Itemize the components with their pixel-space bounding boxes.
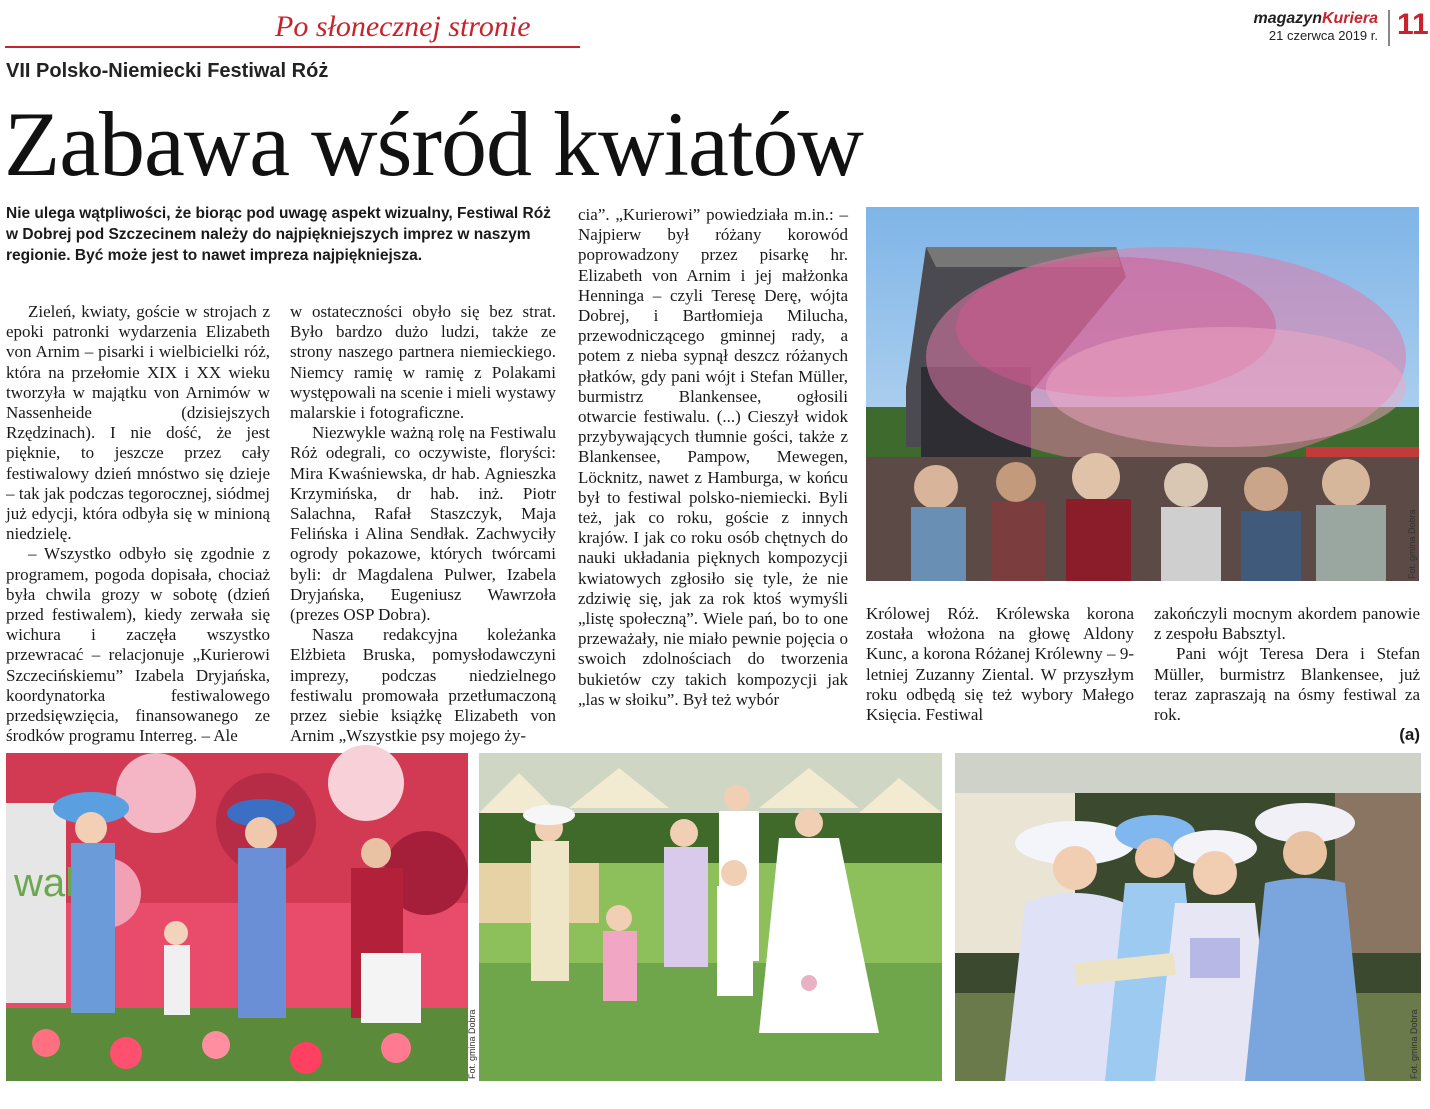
paragraph: – Wszystko odbyło się zgodnie z programem, pogoda dopisała, chociaż była chwila grozy w sobotę (dzień przed festiwalem), kiedy zerwała się wichura i zaczęła wszystko przewracać – relacjonuje „Kurierowi Szczecińskiemu” Izabela Dryjańska, koordynatorka festiwalowego przedsięwzięcia, finansowanego ze środków programu Interreg. – Ale	[6, 544, 270, 746]
text-column-3	[578, 205, 848, 710]
header-rule	[5, 46, 580, 48]
article-headline: Zabawa wśród kwiatów	[4, 93, 863, 195]
article-lead: Nie ulega wątpliwości, że biorąc pod uwagę aspekt wizualny, Festiwal Róż w Dobrej pod Szczecinem należy do najpiękniejszych imprez w naszym regionie. Być może jest to nawet impreza najpiękniejsza.	[6, 205, 551, 264]
signature: (a)	[1399, 725, 1420, 745]
paragraph: Niezwykle ważną rolę na Festiwalu Róż odegrali, co oczywiste, floryści: Mira Kwaśniewska, dr hab. Agnieszka Krzymińska, dr hab. inż. Piotr Salachna, Rafał Staszczyk, Maja Felińska i Alina Sendłak. Zachwyciły ogrody pokazowe, których twórcami byli: dr Magdalena Pulwer, Izabela Dryjańska, Eugeniusz Wawrzoła (prezes OSP Dobra).	[290, 423, 556, 625]
paragraph: Pani wójt Teresa Dera i Stefan Müller, burmistrz Blankensee, już teraz zapraszają na ósmy festiwal za rok.	[1154, 644, 1420, 725]
photo-credit: Fot. gmina Dobra	[1407, 509, 1417, 579]
text-column-2	[290, 302, 556, 746]
paragraph: w ostateczności obyło się bez strat. Było bardzo dużo ludzi, także ze strony naszego partnera niemieckiego. Niemcy ramię w ramię z Polakami występowali na scenie i mieli wystawy malarskie i fotograficzne.	[290, 302, 556, 423]
photo-procession	[467, 753, 942, 1081]
magazine-prefix: magazyn	[1253, 10, 1322, 27]
page-separator	[1388, 10, 1390, 46]
magazine-masthead	[1254, 10, 1379, 44]
paragraph: zakończyli mocnym akordem panowie z zespołu Babsztyl.	[1154, 604, 1420, 644]
text-column-5	[1154, 604, 1420, 745]
magazine-name: Kuriera	[1321, 10, 1378, 27]
photo-women-reading	[955, 753, 1421, 1081]
stage-banner-text: wal	[14, 861, 75, 905]
paragraph: Królowej Róż. Królewska korona została włożona na głowę Aldony Kunc, a korona Różanej Królewny – 9-letniej Zuzanny Ziental. W przyszłym roku odbędą się też wybory Małego Księcia. Festiwal	[866, 604, 1134, 725]
paragraph: cia”. „Kurierowi” powiedziała m.in.: – Najpierw był różany korowód poprowadzony przez pisarkę hr. Elizabeth von Arnim i jej małżonka Henninga – czyli Teresę Derę, wójta Dobrej, i Bartłomieja Milucha, przewodniczącego gminnej rady, a potem z nieba sypnął deszcz różanych płatków, gdy pani wójt i Stefan Müller, burmistrz Blankensee, ogłosili otwarcie festiwalu. (...) Cieszył widok przybywających tłumnie gości, także z Blankensee, Pampow, Mewegen, Löcknitz, nawet z Hamburga, w końcu był to festiwal polsko-niemiecki. Byli też, jak co roku, goście z innych krajów. I jak co roku osób chętnych do nauki układania pięknych kompozycji kwiatowych zgłosiło się tyle, że nie zdziwię się, jak za rok ktoś wymyśli „listę społeczną”. Wiele pań, bo to one przeważały, nie miało pewnie pojęcia o swoich zdolnościach do tworzenia bukietów czy takich kompozycji jak „las w słoiku”. Był też wybór	[578, 205, 848, 709]
paragraph: Nasza redakcyjna koleżanka Elżbieta Bruska, pomysłodawczyni imprezy, podczas niedzielnego festiwalu promowała przetłumaczoną przez siebie książkę Elizabeth von Arnim „Wszystkie psy mojego ży-	[290, 625, 556, 746]
section-title: Po słonecznej stronie	[275, 10, 531, 43]
photo-stage-performers	[6, 753, 468, 1081]
magazine-brand	[1254, 10, 1379, 28]
article-kicker: VII Polsko-Niemiecki Festiwal Róż	[6, 60, 329, 82]
paragraph: Zieleń, kwiaty, goście w strojach z epoki patronki wydarzenia Elizabeth von Arnim – pisarki i wielbicielki róż, która na przełomie XIX i XX wieku tworzyła w majątku von Arnimów w Nassenheide (dzisiejszych Rzędzinach). I nie dość, że jest pięknie, to jeszcze przez cały festiwalowy dzień mnóstwo się dzieje – tak jak podczas tegorocznej, siódmej już edycji, która odbyła się w minioną niedzielę.	[6, 302, 270, 544]
text-column-1	[6, 302, 270, 746]
page-number: 11	[1397, 8, 1429, 41]
text-column-4	[866, 604, 1134, 725]
photo-credit: Fot. gmina Dobra	[467, 1009, 477, 1079]
photo-credit: Fot. gmina Dobra	[1409, 1009, 1419, 1079]
issue-date: 21 czerwca 2019 r.	[1268, 28, 1378, 43]
photo-stage-petals	[866, 207, 1419, 581]
